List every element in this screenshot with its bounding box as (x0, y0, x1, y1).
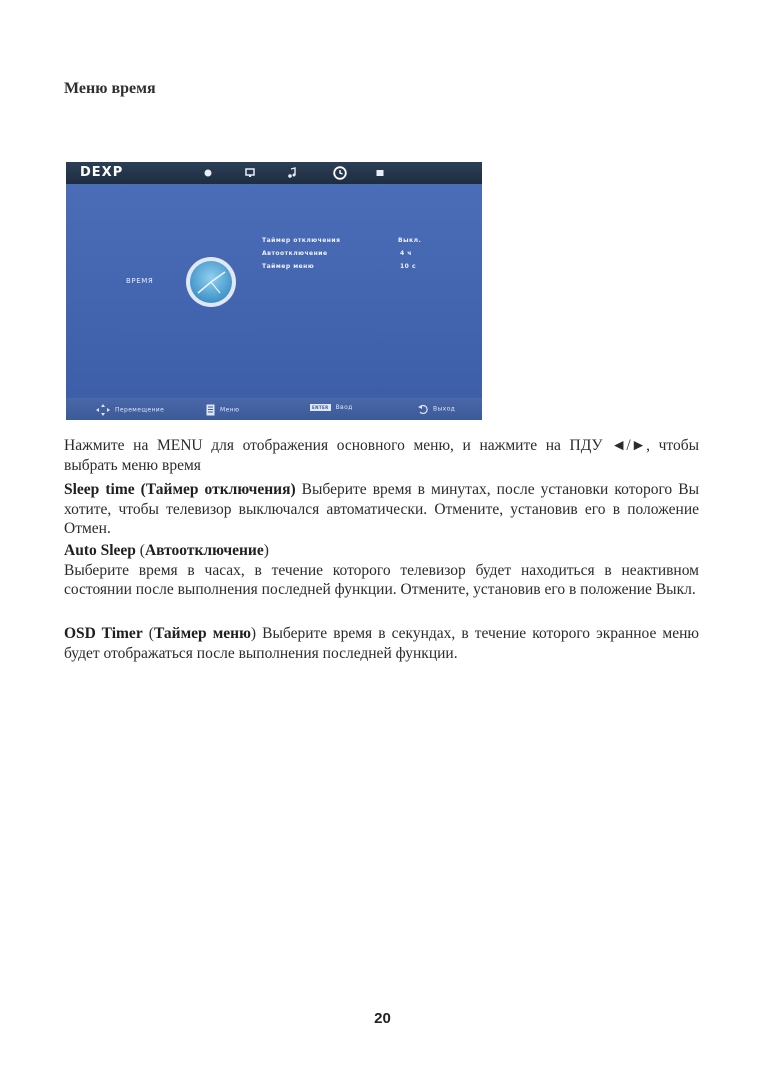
bracket-open: ( (135, 542, 145, 559)
hint-move (96, 404, 164, 416)
page-number: 20 (374, 1010, 391, 1027)
music-icon (284, 166, 300, 180)
navigation-arrows-icon (96, 404, 110, 416)
enter-key-icon: ENTER (312, 405, 329, 410)
menu-item-osd-timer[interactable]: Таймер меню (262, 263, 315, 270)
hint-exit (418, 404, 455, 414)
menu-value-osd-timer: 10 с (400, 263, 416, 270)
bracket-close: ) (250, 625, 257, 642)
section-heading: Меню время (64, 80, 156, 97)
menu-icon (206, 404, 215, 416)
clock-icon (332, 166, 348, 180)
sleep-time-description: Выберите время в минутах, после установки которого Вы хотите, чтобы телевизор выключался автоматически. Отмените, установив его в положение Отмен. (64, 481, 699, 537)
hint-exit-label: Выход (433, 405, 456, 413)
osd-timer-description: Выберите время в секундах, в течение которого экранное меню будет отображаться после выполнения последней функции. (64, 625, 699, 662)
term-osd-timer: OSD Timer (64, 625, 143, 642)
menu-item-sleep-timer[interactable]: Таймер отключения (262, 237, 341, 244)
paragraph-intro (64, 436, 699, 475)
paragraph-osd-timer (64, 624, 699, 663)
paragraph-sleep-time (64, 480, 699, 539)
picture-icon (200, 166, 216, 180)
menu-value-auto-sleep: 4 ч (400, 250, 412, 257)
hint-enter (310, 404, 353, 411)
bracket-open: ( (142, 625, 154, 642)
tv-content-area (66, 184, 482, 397)
monitor-icon (242, 166, 258, 180)
options-icon (372, 166, 388, 180)
intro-text: Нажмите на MENU для отображения основного меню, и нажмите на ПДУ ◄/►, чтобы выбрать меню время (64, 437, 699, 474)
hint-enter-label: Ввод (335, 404, 353, 411)
return-icon (418, 404, 428, 414)
hint-move-label: Перемещение (115, 406, 165, 414)
hint-menu (206, 404, 239, 416)
bracket-close: ) (263, 542, 269, 559)
menu-item-auto-sleep[interactable]: Автоотключение (262, 250, 328, 257)
dexp-logo: DEXP (80, 165, 124, 180)
tv-top-bar (66, 162, 482, 184)
clock-icon (184, 255, 238, 309)
term-auto-sleep: Auto Sleep (64, 542, 136, 559)
term-auto-sleep-ru: Автоотключение (144, 542, 264, 559)
section-label: ВРЕМЯ (126, 277, 154, 285)
paragraph-auto-sleep (64, 541, 699, 600)
term-sleep-time: Sleep time (Таймер отключения) (64, 481, 296, 498)
menu-value-sleep-timer: Выкл. (398, 237, 422, 244)
auto-sleep-description: Выберите время в часах, в течение которого телевизор будет находиться в неактивном состоянии после выполнения последней функции. Отмените, установив его в положение Выкл. (64, 561, 699, 598)
tv-menu-screenshot (66, 162, 482, 420)
hint-menu-label: Меню (220, 406, 240, 414)
term-osd-timer-ru: Таймер меню (153, 625, 251, 642)
tv-bottom-bar (66, 398, 482, 420)
